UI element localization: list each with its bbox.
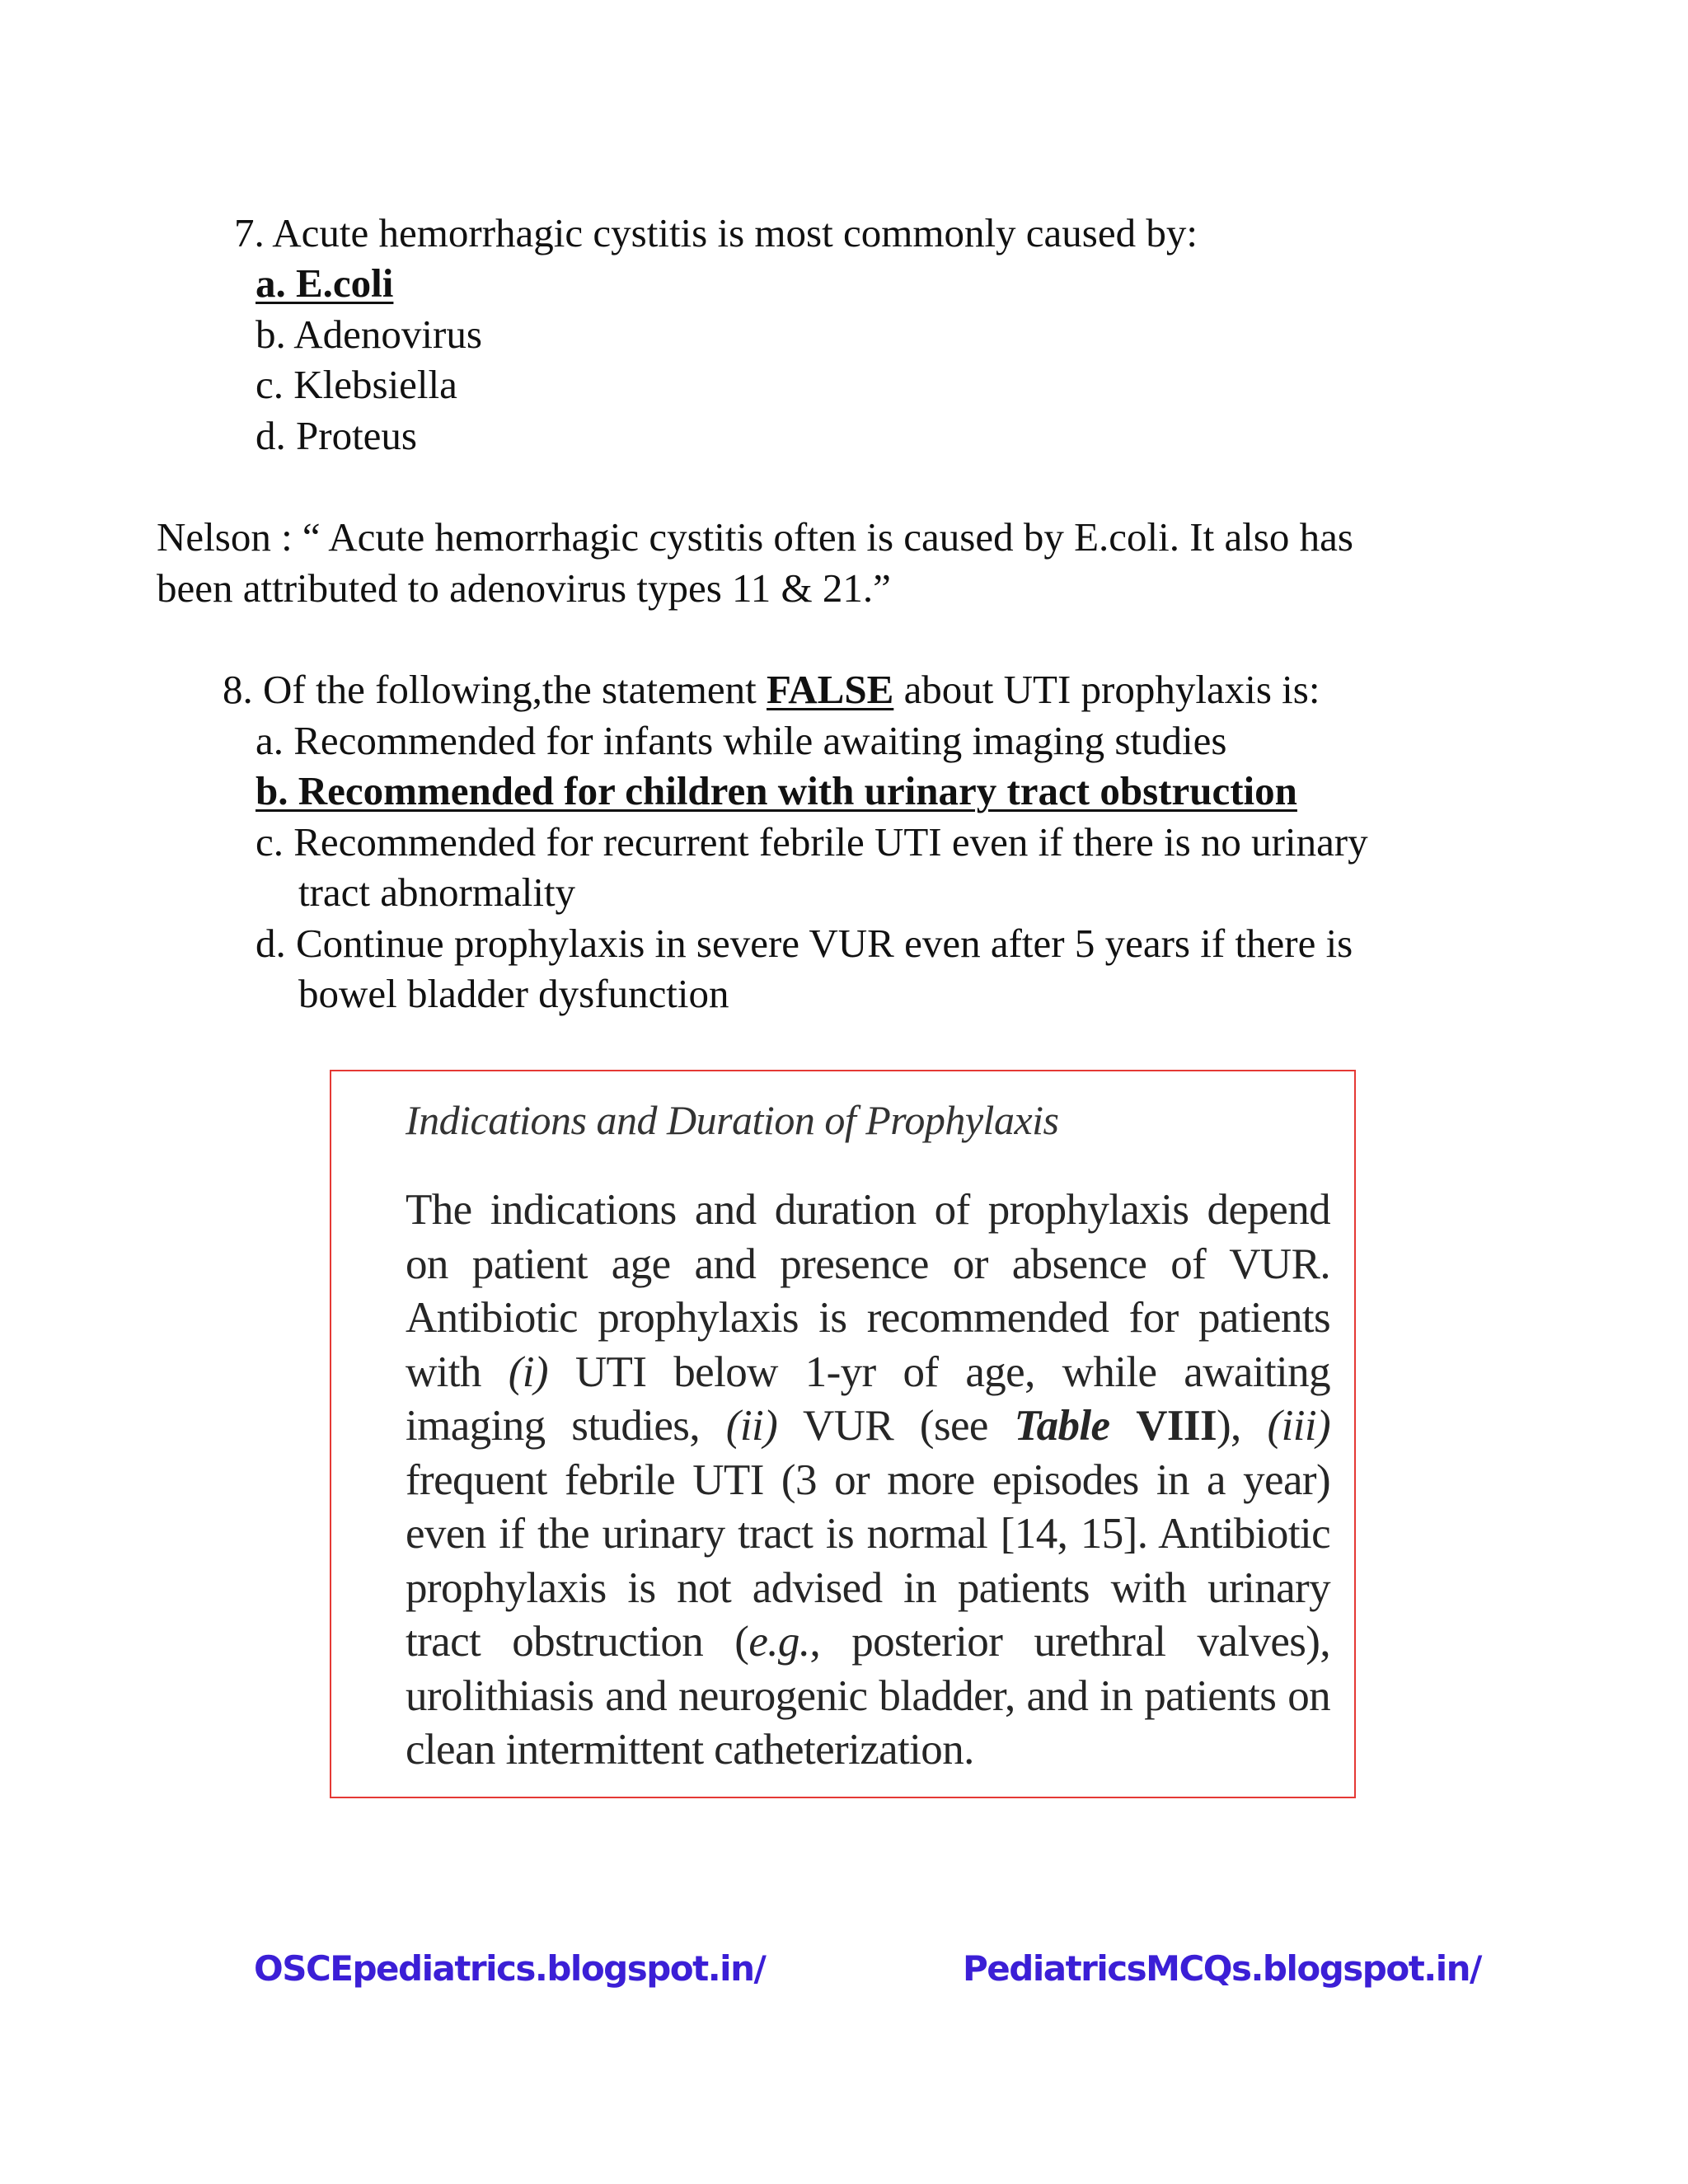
question-7-text: 7. Acute hemorrhagic cystitis is most commonly caused by: [234,210,1198,255]
question-8-option-c: c. Recommended for recurrent febrile UTI even if there is no urinary [256,819,1368,865]
question-8-option-a: a. Recommended for infants while awaiting imaging studies [256,718,1227,763]
excerpt-item-i: (i) [508,1347,548,1396]
nelson-note-line-2: been attributed to adenovirus types 11 & 21.” [157,565,891,611]
excerpt-heading: Indications and Duration of Prophylaxis [406,1097,1059,1143]
excerpt-text-5: frequent febrile UTI (3 or more episodes in a year) even if the urinary tract is normal [14, 15]. Antibiotic prophylaxis is not advised in patients with urinary tract obstruction ( [406,1455,1330,1666]
excerpt-item-iii: (iii) [1267,1402,1330,1450]
excerpt-text-2: UTI below 1-yr of age, while awaiting imaging studies, [406,1347,1330,1450]
question-8-option-d: d. Continue prophylaxis in severe VUR even after 5 years if there is [256,921,1353,966]
question-7-option-b: b. Adenovirus [256,312,482,357]
footer-link-pediatrics-mcqs[interactable]: PediatricsMCQs.blogspot.in/ [963,1948,1481,1989]
question-7-option-a-answer: a. E.coli [256,260,394,306]
question-8-option-b-answer: b. Recommended for children with urinary tract obstruction [256,768,1297,813]
guideline-excerpt-box [330,1070,1356,1798]
excerpt-table-number: VIII [1136,1402,1217,1450]
excerpt-table-word: Table [1014,1402,1110,1450]
nelson-note-line-1: Nelson : “ Acute hemorrhagic cystitis often is caused by E.coli. It also has [157,514,1353,560]
question-8-text [223,664,1320,715]
question-7-option-c: c. Klebsiella [256,362,457,407]
question-8-option-c-continued: tract abnormality [298,869,576,915]
excerpt-item-ii: (ii) [725,1402,778,1450]
excerpt-text-3: VUR (see [777,1402,1015,1450]
question-8-false-emphasis: FALSE [767,667,894,712]
question-8-option-d-continued: bowel bladder dysfunction [298,971,729,1016]
footer-link-osce-pediatrics[interactable]: OSCEpediatrics.blogspot.in/ [254,1948,766,1989]
question-8-suffix: about UTI prophylaxis is: [893,667,1320,712]
question-7-option-d: d. Proteus [256,413,417,458]
question-8-prefix: 8. Of the following,the statement [223,667,767,712]
excerpt-text-4: ), [1217,1402,1268,1450]
excerpt-body [406,1183,1330,1778]
excerpt-text-1: The indications and duration of prophylaxis depend on patient age and presence or absence of VUR. Antibiotic prophylaxis is recommended for patients with [406,1186,1330,1396]
excerpt-text-6: , posterior urethral valves), urolithiasis and neurogenic bladder, and in patients on clean intermittent catheterization. [406,1618,1331,1774]
excerpt-eg: e.g. [748,1618,810,1666]
